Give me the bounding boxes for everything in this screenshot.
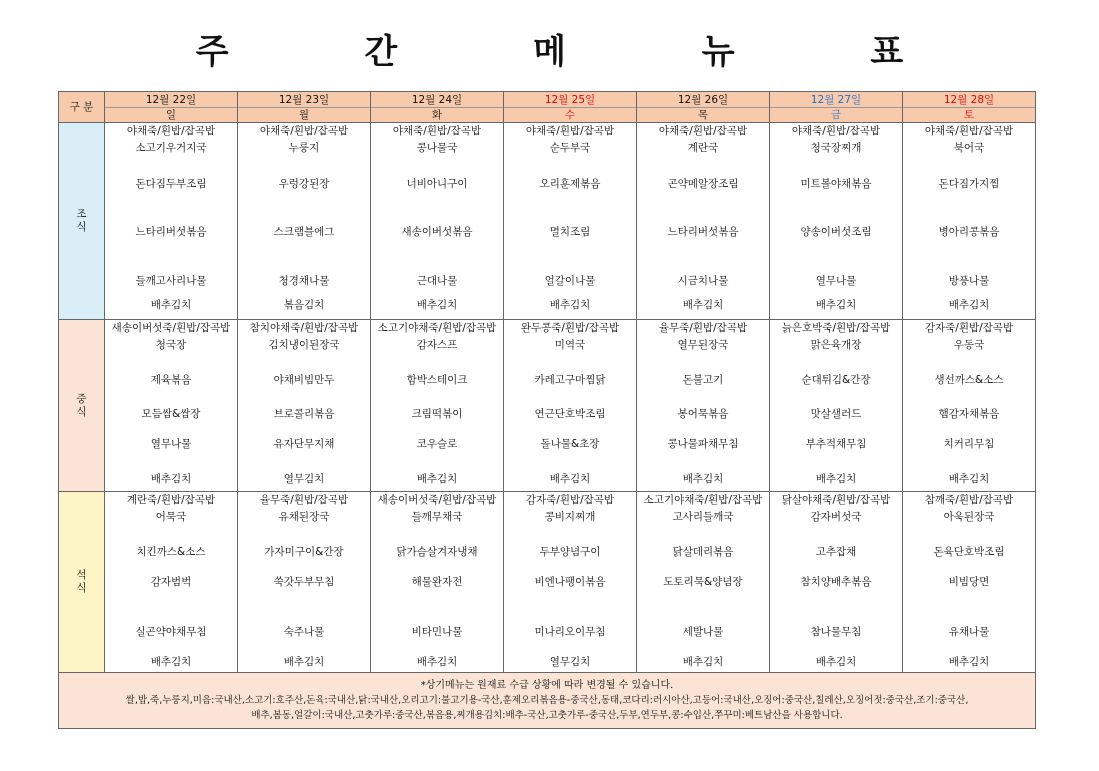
- meal-row: [59, 123, 1036, 320]
- menu-cell: [238, 123, 371, 320]
- menu-item: 배추김치: [150, 299, 192, 311]
- meal-label-top: 석: [76, 569, 87, 581]
- menu-item: 열무나물: [815, 275, 857, 287]
- menu-item: 참치야채죽/흰밥/잡곡밥: [249, 322, 359, 334]
- meal-label: [59, 492, 105, 673]
- menu-item: 배추김치: [815, 656, 857, 668]
- menu-item: 돈다짐가지찜: [938, 178, 1000, 190]
- menu-item: 순두부국: [549, 142, 591, 154]
- menu-item: 치커리무침: [943, 438, 995, 450]
- day-date: 12월 25일: [504, 92, 636, 108]
- menu-item: 모듬쌈&쌈장: [141, 408, 201, 420]
- meal-label-bottom: 식: [76, 582, 87, 594]
- menu-item: 봉어묵볶음: [677, 408, 729, 420]
- menu-cell: [105, 492, 238, 673]
- menu-item: 배추김치: [682, 299, 724, 311]
- menu-cell: [371, 492, 504, 673]
- menu-item: 배추김치: [150, 473, 192, 485]
- menu-item: 계란국: [687, 142, 719, 154]
- menu-item: 실곤약야채무침: [135, 626, 207, 638]
- menu-item: 소고기우거지국: [135, 142, 207, 154]
- menu-cell: [770, 320, 903, 492]
- menu-item: 느타리버섯볶음: [135, 226, 207, 238]
- day-header: [238, 92, 371, 123]
- menu-item: 양송이버섯조림: [800, 226, 872, 238]
- menu-item: 배추김치: [948, 656, 990, 668]
- note-line3: 배추,봄동,얼갈이:국내산,고춧가루:중국산,볶음용,찌개용김치:배추-국산,고춧가루-중국산,두부,연두부,콩:수입산,쭈꾸미:베트남산을 사용합니다.: [251, 710, 843, 721]
- day-date: 12월 22일: [105, 92, 237, 108]
- menu-item: 열무김치: [283, 473, 325, 485]
- meal-label: [59, 123, 105, 320]
- menu-cell: [903, 320, 1036, 492]
- menu-cell: [903, 123, 1036, 320]
- day-weekday: 수: [564, 109, 576, 121]
- menu-item: 배추김치: [549, 299, 591, 311]
- day-date: 12월 23일: [238, 92, 370, 108]
- menu-cell: [770, 492, 903, 673]
- meal-label: [59, 320, 105, 492]
- menu-item: 비타민나물: [411, 626, 463, 638]
- menu-item: 방풍나물: [948, 275, 990, 287]
- menu-item: 야채죽/흰밥/잡곡밥: [392, 125, 482, 137]
- menu-item: 청국장: [155, 339, 187, 351]
- header-row: [59, 92, 1036, 123]
- menu-item: 병아리콩볶음: [938, 226, 1000, 238]
- menu-item: 완두콩죽/흰밥/잡곡밥: [520, 322, 620, 334]
- menu-item: 멸치조림: [549, 226, 591, 238]
- menu-item: 순대튀김&간장: [801, 374, 871, 386]
- menu-item: 함박스테이크: [406, 374, 468, 386]
- menu-item: 카레고구마찜닭: [534, 374, 606, 386]
- day-weekday: 토: [963, 109, 975, 121]
- day-weekday: 화: [431, 109, 443, 121]
- day-header: [770, 92, 903, 123]
- menu-item: 야채비빔만두: [273, 374, 335, 386]
- meal-label-bottom: 식: [76, 221, 87, 233]
- menu-item: 김치냉이된장국: [268, 339, 340, 351]
- menu-item: 유채된장국: [278, 511, 330, 523]
- menu-item: 두부양념구이: [539, 546, 601, 558]
- menu-item: 율무죽/흰밥/잡곡밥: [658, 322, 748, 334]
- weekly-menu-table: [58, 91, 1036, 729]
- menu-cell: [238, 320, 371, 492]
- menu-item: 청경채나물: [278, 275, 330, 287]
- menu-item: 닭살데리볶음: [672, 546, 734, 558]
- menu-cell: [770, 123, 903, 320]
- menu-item: 근대나물: [416, 275, 458, 287]
- menu-item: 코우슬로: [416, 438, 458, 450]
- menu-cell: [637, 492, 770, 673]
- menu-item: 맑은육개장: [810, 339, 862, 351]
- menu-item: 세발나물: [682, 626, 724, 638]
- menu-item: 참깨죽/흰밥/잡곡밥: [924, 494, 1014, 506]
- menu-item: 브로콜리볶음: [273, 408, 335, 420]
- menu-item: 소고기야채죽/흰밥/잡곡밥: [643, 494, 763, 506]
- menu-item: 제육볶음: [150, 374, 192, 386]
- header-label: 구 분: [59, 92, 105, 123]
- menu-item: 생선까스&소스: [934, 374, 1004, 386]
- menu-item: 참치양배추볶음: [800, 576, 872, 588]
- menu-item: 율무죽/흰밥/잡곡밥: [259, 494, 349, 506]
- menu-item: 콩나물파채무침: [667, 438, 739, 450]
- menu-item: 햄감자채볶음: [938, 408, 1000, 420]
- menu-item: 돈불고기: [682, 374, 724, 386]
- menu-item: 북어국: [953, 142, 985, 154]
- menu-item: 콩나물국: [416, 142, 458, 154]
- menu-item: 배추김치: [948, 299, 990, 311]
- menu-item: 고사리들깨국: [672, 511, 734, 523]
- menu-item: 비빔당면: [948, 576, 990, 588]
- day-date: 12월 28일: [903, 92, 1035, 108]
- menu-item: 들깨무채국: [411, 511, 463, 523]
- menu-cell: [903, 492, 1036, 673]
- day-header: [371, 92, 504, 123]
- menu-item: 닭가슴살겨자냉채: [396, 546, 478, 558]
- menu-item: 얼갈이나물: [544, 275, 596, 287]
- menu-item: 감자죽/흰밥/잡곡밥: [924, 322, 1014, 334]
- menu-item: 열무김치: [549, 656, 591, 668]
- menu-item: 계란죽/흰밥/잡곡밥: [126, 494, 216, 506]
- day-weekday: 월: [298, 109, 310, 121]
- menu-item: 열무나물: [150, 438, 192, 450]
- menu-item: 야채죽/흰밥/잡곡밥: [525, 125, 615, 137]
- menu-item: 우동국: [953, 339, 985, 351]
- menu-item: 감자버섯국: [810, 511, 862, 523]
- day-date: 12월 27일: [770, 92, 902, 108]
- menu-item: 돈다짐두부조림: [135, 178, 207, 190]
- day-weekday: 목: [697, 109, 709, 121]
- menu-item: 연근단호박조림: [534, 408, 606, 420]
- menu-item: 청국장찌개: [810, 142, 862, 154]
- menu-item: 배추김치: [948, 473, 990, 485]
- menu-item: 오리훈제볶음: [539, 178, 601, 190]
- menu-item: 고추잡채: [815, 546, 857, 558]
- meal-row: [59, 492, 1036, 673]
- day-header: [504, 92, 637, 123]
- menu-item: 쑥갓두부무침: [273, 576, 335, 588]
- menu-item: 볶음김치: [283, 299, 325, 311]
- menu-item: 야채죽/흰밥/잡곡밥: [924, 125, 1014, 137]
- menu-item: 배추김치: [283, 656, 325, 668]
- menu-item: 크림떡볶이: [411, 408, 463, 420]
- menu-cell: [238, 492, 371, 673]
- meal-row: [59, 320, 1036, 492]
- menu-item: 미역국: [554, 339, 586, 351]
- menu-item: 부추적채무침: [805, 438, 867, 450]
- menu-cell: [504, 123, 637, 320]
- day-date: 12월 24일: [371, 92, 503, 108]
- menu-item: 곤약메알장조림: [667, 178, 739, 190]
- menu-item: 감자죽/흰밥/잡곡밥: [525, 494, 615, 506]
- menu-item: 우렁강된장: [278, 178, 330, 190]
- menu-item: 숙주나물: [283, 626, 325, 638]
- menu-item: 감자스프: [416, 339, 458, 351]
- menu-item: 배추김치: [416, 473, 458, 485]
- day-date: 12월 26일: [637, 92, 769, 108]
- menu-item: 치킨까스&소스: [136, 546, 206, 558]
- day-header: [903, 92, 1036, 123]
- menu-item: 배추김치: [682, 473, 724, 485]
- menu-cell: [371, 320, 504, 492]
- menu-item: 야채죽/흰밥/잡곡밥: [126, 125, 216, 137]
- menu-item: 비엔나팽이볶음: [534, 576, 606, 588]
- menu-item: 참나물무침: [810, 626, 862, 638]
- menu-item: 가자미구이&간장: [264, 546, 344, 558]
- menu-item: 해물완자전: [411, 576, 463, 588]
- menu-item: 어묵국: [155, 511, 187, 523]
- day-weekday: 금: [830, 109, 842, 121]
- menu-item: 배추김치: [150, 656, 192, 668]
- menu-cell: [504, 320, 637, 492]
- menu-item: 미나리오이무침: [534, 626, 606, 638]
- note-line1: *상기메뉴는 원재료 수급 상황에 따라 변경될 수 있습니다.: [420, 680, 674, 691]
- menu-item: 닭살야채죽/흰밥/잡곡밥: [781, 494, 891, 506]
- day-weekday: 일: [165, 109, 177, 121]
- menu-item: 배추김치: [815, 299, 857, 311]
- menu-item: 새송이버섯죽/흰밥/잡곡밥: [111, 322, 231, 334]
- origin-notes: [59, 673, 1036, 729]
- menu-item: 느타리버섯볶음: [667, 226, 739, 238]
- menu-item: 아욱된장국: [943, 511, 995, 523]
- note-line2: 쌀,밥,죽,누룽지,미음:국내산,소고기:호주산,돈육:국내산,닭:국내산,오리고기:불고기용-국산,훈제오리볶음용-중국산,동태,코다리:러시아산,고등어:국내산,오징어:중국산,칠레산,오징어젓:중국산,조기:중국산,: [125, 695, 969, 706]
- meal-label-top: 중: [76, 392, 87, 405]
- menu-cell: [371, 123, 504, 320]
- menu-cell: [504, 492, 637, 673]
- day-header: [105, 92, 238, 123]
- meal-label-top: 조: [76, 208, 87, 220]
- menu-item: 너비아니구이: [406, 178, 468, 190]
- menu-item: 돌나물&초장: [540, 438, 600, 450]
- menu-item: 야채죽/흰밥/잡곡밥: [259, 125, 349, 137]
- menu-item: 야채죽/흰밥/잡곡밥: [791, 125, 881, 137]
- menu-item: 배추김치: [815, 473, 857, 485]
- menu-item: 새송이버섯볶음: [401, 226, 473, 238]
- menu-item: 배추김치: [416, 656, 458, 668]
- menu-cell: [637, 320, 770, 492]
- day-header: [637, 92, 770, 123]
- menu-item: 배추김치: [682, 656, 724, 668]
- notes-row: [59, 673, 1036, 729]
- menu-item: 돈육단호박조림: [933, 546, 1005, 558]
- menu-item: 콩비지찌개: [544, 511, 596, 523]
- menu-cell: [105, 320, 238, 492]
- menu-cell: [105, 123, 238, 320]
- menu-item: 들깨고사리나물: [135, 275, 207, 287]
- meal-label-bottom: 식: [76, 405, 87, 418]
- menu-item: 열무된장국: [677, 339, 729, 351]
- menu-item: 미트볼야채볶음: [800, 178, 872, 190]
- menu-item: 야채죽/흰밥/잡곡밥: [658, 125, 748, 137]
- menu-cell: [637, 123, 770, 320]
- page-title: 주 간 메 뉴 표: [195, 32, 966, 72]
- menu-item: 시금치나물: [677, 275, 729, 287]
- menu-item: 새송이버섯죽/흰밥/잡곡밥: [377, 494, 497, 506]
- menu-item: 맛살샐러드: [810, 408, 862, 420]
- menu-item: 도토리묵&양념장: [663, 576, 743, 588]
- menu-item: 늙은호박죽/흰밥/잡곡밥: [781, 322, 891, 334]
- menu-item: 감자범벅: [150, 576, 192, 588]
- menu-item: 배추김치: [416, 299, 458, 311]
- menu-item: 소고기야채죽/흰밥/잡곡밥: [377, 322, 497, 334]
- menu-item: 배추김치: [549, 473, 591, 485]
- menu-item: 유자단무지채: [273, 438, 335, 450]
- menu-item: 스크램블에그: [273, 226, 335, 238]
- menu-item: 누룽지: [288, 142, 320, 154]
- menu-item: 유채나물: [948, 626, 990, 638]
